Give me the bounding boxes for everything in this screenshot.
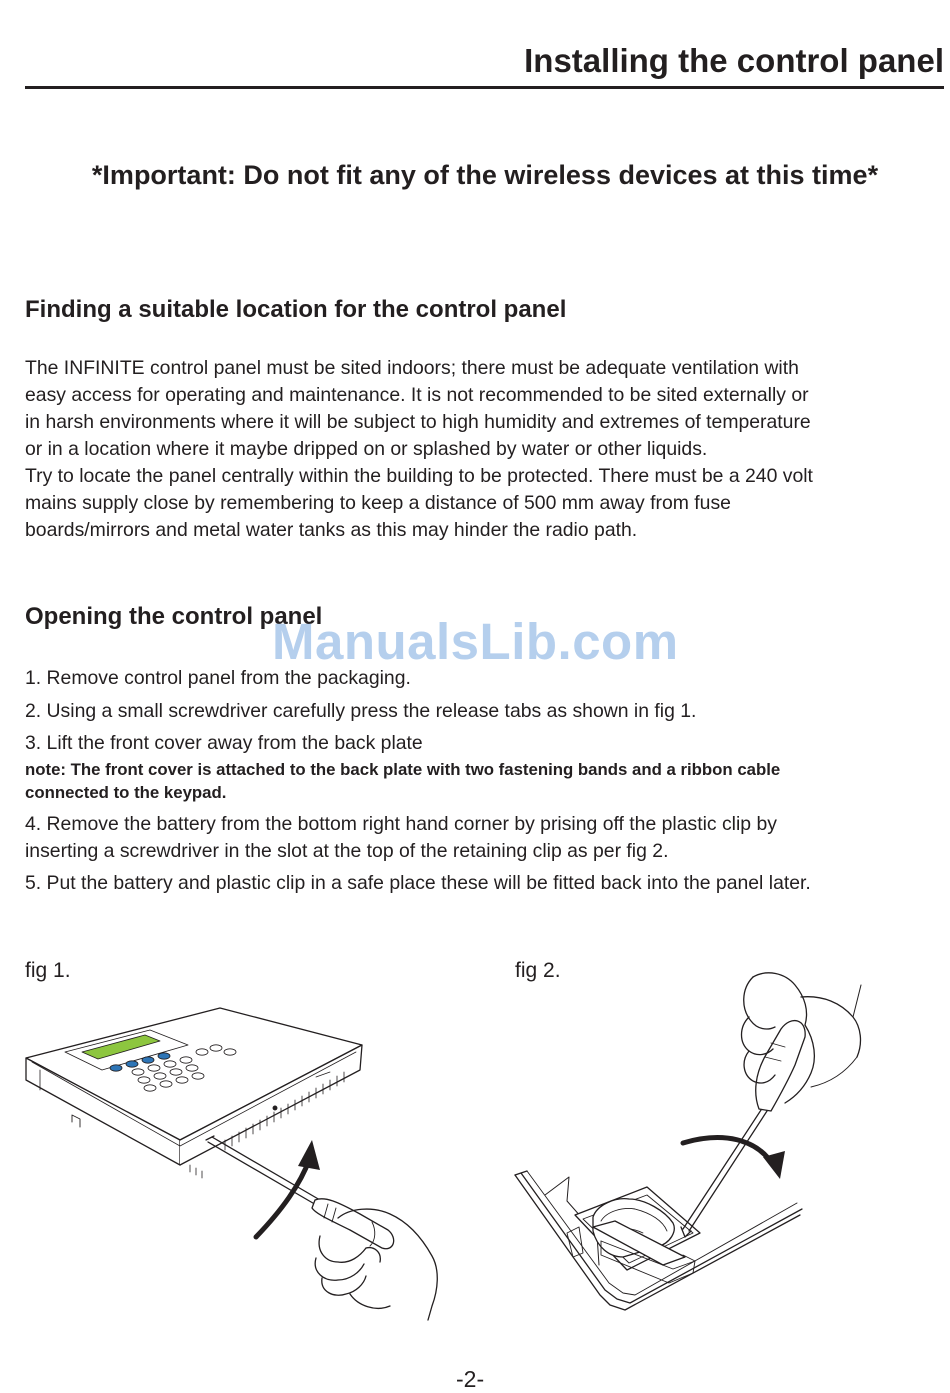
fig1-illustration [20,1000,450,1330]
location-line: boards/mirrors and metal water tanks as this may hinder the radio path. [25,519,638,541]
note-line: note: The front cover is attached to the back plate with two fastening bands and a ribbon cable [25,760,781,779]
step-3: 3. Lift the front cover away from the back plate [25,732,423,754]
page-number: -2- [456,1366,485,1392]
fig2-label: fig 2. [515,959,561,982]
title-rule [25,86,944,89]
location-line: in harsh environments where it will be subject to high humidity and extremes of temperature [25,411,811,433]
note-line: connected to the keypad. [25,783,227,802]
step-4-continued: inserting a screwdriver in the slot at the top of the retaining clip as per fig 2. [25,840,669,862]
page-title: Installing the control panel [524,42,944,79]
important-notice: *Important: Do not fit any of the wireless devices at this time* [91,160,879,190]
step-4: 4. Remove the battery from the bottom right hand corner by prising off the plastic clip by [25,813,777,835]
location-line: Try to locate the panel centrally within the building to be protected. There must be a 240 volt [25,465,813,487]
location-line: easy access for operating and maintenance. It is not recommended to be sited externally or [25,384,809,406]
location-line: mains supply close by remembering to keep a distance of 500 mm away from fuse [25,492,731,514]
fig1-label: fig 1. [25,959,71,982]
section-heading-opening: Opening the control panel [25,603,323,630]
step-2: 2. Using a small screwdriver carefully press the release tabs as shown in fig 1. [25,700,697,722]
section-heading-location: Finding a suitable location for the control panel [25,296,567,323]
step-1: 1. Remove control panel from the packaging. [25,667,411,689]
location-line: The INFINITE control panel must be sited indoors; there must be adequate ventilation with [25,357,799,379]
fig2-illustration [505,965,910,1335]
step-5: 5. Put the battery and plastic clip in a safe place these will be fitted back into the panel later. [25,872,811,894]
location-line: or in a location where it maybe dripped on or splashed by water or other liquids. [25,438,708,460]
watermark: ManualsLib.com [272,613,679,670]
